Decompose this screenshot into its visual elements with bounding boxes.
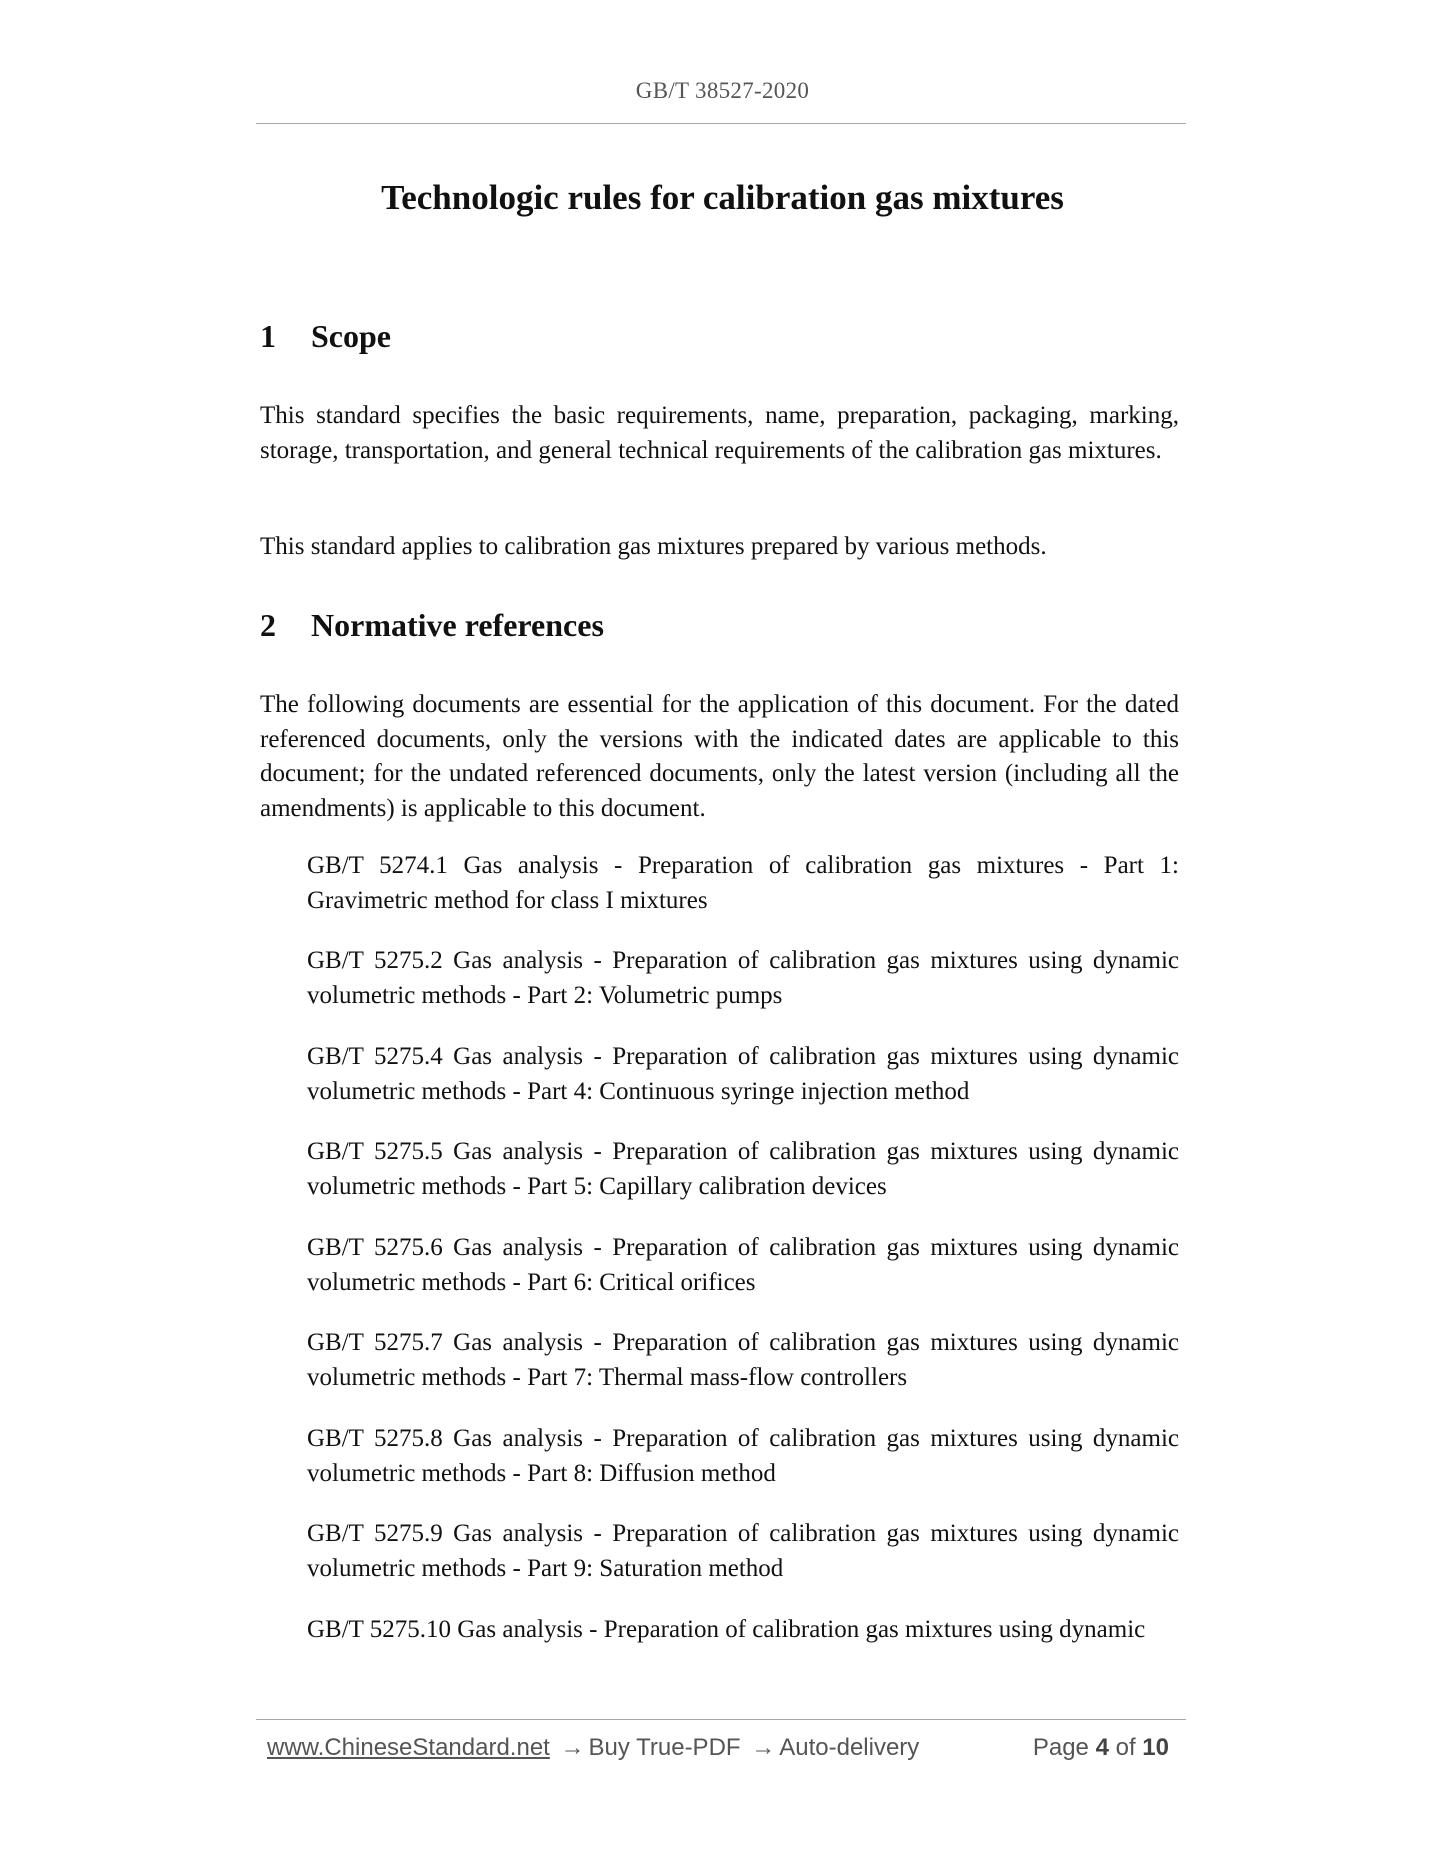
auto-delivery-text: Auto-delivery: [779, 1734, 920, 1761]
section-title: Scope: [311, 318, 391, 354]
reference-item: GB/T 5275.9 Gas analysis - Preparation of calibration gas mixtures using dynamic volumetric methods - Part 9: Saturation method: [307, 1520, 1179, 1582]
reference-item: GB/T 5275.4 Gas analysis - Preparation of calibration gas mixtures using dynamic volumetric methods - Part 4: Continuous syringe injection method: [307, 1043, 1179, 1105]
section-title: Normative references: [311, 607, 604, 643]
footer-divider: [256, 1719, 1186, 1720]
reference-item: GB/T 5275.10 Gas analysis - Preparation of calibration gas mixtures using dynamic: [307, 1616, 1146, 1643]
section-number: 1: [260, 318, 276, 354]
total-pages-number: 10: [1142, 1734, 1169, 1761]
page-label: Page: [1032, 1734, 1089, 1761]
running-header: GB/T 38527-2020: [635, 78, 810, 103]
buy-pdf-text: Buy True-PDF: [588, 1734, 741, 1761]
document-title: Technologic rules for calibration gas mixtures: [381, 178, 1064, 217]
reference-item: GB/T 5275.6 Gas analysis - Preparation of calibration gas mixtures using dynamic volumetric methods - Part 6: Critical orifices: [307, 1234, 1179, 1296]
reference-item: GB/T 5275.7 Gas analysis - Preparation of calibration gas mixtures using dynamic volumetric methods - Part 7: Thermal mass-flow controllers: [307, 1329, 1179, 1391]
page-of-label: of: [1115, 1734, 1136, 1761]
reference-item: GB/T 5275.8 Gas analysis - Preparation of calibration gas mixtures using dynamic volumetric methods - Part 8: Diffusion method: [307, 1425, 1179, 1487]
section-heading-normative-references: [260, 607, 604, 644]
current-page-number: 4: [1095, 1734, 1109, 1761]
section-heading-scope: [260, 318, 391, 355]
references-intro-paragraph: The following documents are essential for the application of this document. For the dated referenced documents, only the versions with the indicated dates are applicable to this document; for the undated referenced documents, only the latest version (including all the amendments) is applicable to this document.: [260, 691, 1179, 822]
page-footer: [267, 1734, 1179, 1762]
reference-item: GB/T 5275.2 Gas analysis - Preparation of calibration gas mixtures using dynamic volumetric methods - Part 2: Volumetric pumps: [307, 947, 1179, 1009]
arrow-right-icon: →: [560, 1734, 585, 1761]
site-link[interactable]: www.ChineseStandard.net: [267, 1734, 550, 1761]
page-indicator: [1033, 1734, 1169, 1762]
section-number: 2: [260, 607, 276, 643]
arrow-right-icon: →: [751, 1734, 776, 1761]
scope-paragraph-2: This standard applies to calibration gas mixtures prepared by various methods.: [260, 533, 1047, 560]
reference-item: GB/T 5275.5 Gas analysis - Preparation of calibration gas mixtures using dynamic volumetric methods - Part 5: Capillary calibration devices: [307, 1138, 1179, 1200]
reference-item: GB/T 5274.1 Gas analysis - Preparation of calibration gas mixtures - Part 1: Gravimetric method for class I mixtures: [307, 852, 1179, 914]
header-divider: [256, 123, 1186, 124]
scope-paragraph-1: This standard specifies the basic requirements, name, preparation, packaging, marking, storage, transportation, and general technical requirements of the calibration gas mixtures.: [260, 402, 1179, 464]
